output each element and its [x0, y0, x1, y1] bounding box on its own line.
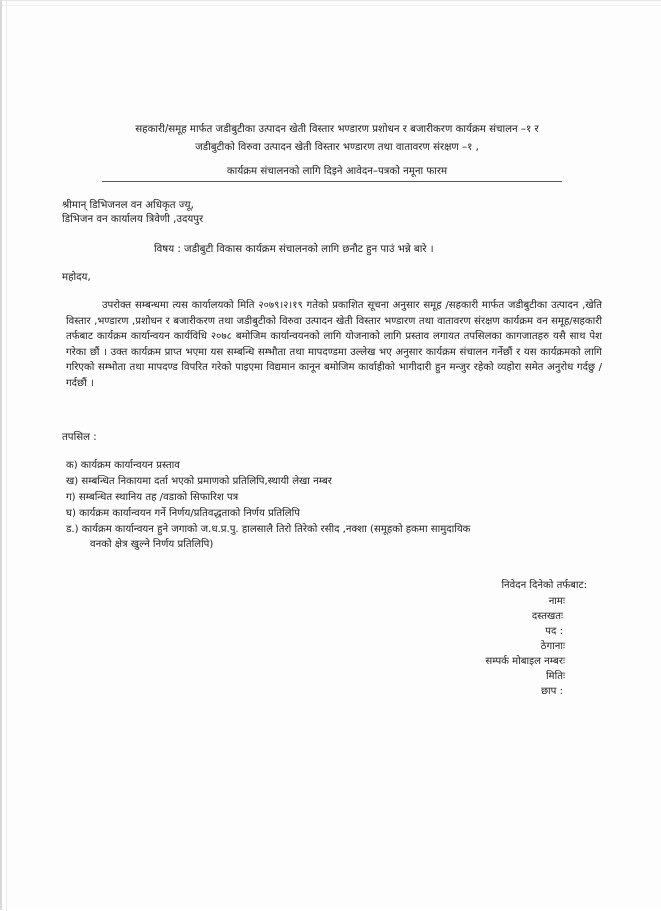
- signature-field-designation: पद :: [545, 626, 563, 637]
- scan-edge: [6, 1, 7, 911]
- enclosure-item: ख) सम्बन्धित निकायमा दर्ता भएको प्रमाणको प्रतिलिपि,स्थायी लेखा नम्बर: [66, 476, 332, 487]
- body-text: उपरोक्त सम्बन्धमा त्यस कार्यालयको मिति २०७९।२।१९ गतेको प्रकाशित सूचना अनुसार समूह /सहकारी मार्फत जडीबुटीका उत्पादन ,खेति विस्तार ,भण्डारण ,प्रशोधन र बजारीकरण तथा जडीबुटीको विरुवा उत्पादन खेती विस्तार भण्डारण तथा वातावरण संरक्षण कार्यक्रम वन समूह/सहकारी तर्फबाट कार्यक्रम कार्यान्वयन कार्यविधि २०७८ बमोजिम कार्यान्वयनको लागि योजनाको लागि प्रस्ताव लगायत तपसिलका कागजातहरु यसै साथ पेश गरेका छौं । उक्त कार्यक्रम प्राप्त भएमा यस सम्बन्धि सम्भौता तथा मापदण्डमा उल्लेख भए अनुसार कार्यक्रम संचालन गर्नेछौं र यस कार्यक्रमको लागि गरिएको सम्भोता तथा मापदण्ड विपरित गरेको पाइएमा विद्यमान कानून बमोजिम कार्वाहीको भागीदारी हुन मन्जुर रहेको व्यहोरा समेत अनुरोध गर्दछु /गर्दछौं ।: [66, 300, 602, 389]
- title-underline: [102, 181, 562, 182]
- signature-field-mobile: सम्पर्क मोबाइल नम्बरः: [485, 656, 565, 667]
- enclosure-item: घ) कार्यक्रम कार्यान्वयन गर्ने निर्णय/प्रतिवद्धताको निर्णय प्रतिलिपि: [66, 508, 300, 519]
- signature-title: निवेदन दिनेको तर्फबाट:: [501, 580, 587, 591]
- addressee-line-2: डिभिजन वन कार्यालय त्रिवेणी ,उदयपुर: [62, 214, 204, 225]
- signature-field-name: नामः: [548, 596, 565, 607]
- signature-field-address: ठेगानाः: [540, 641, 565, 652]
- heading-line-1: सहकारी/समूह मार्फत जडीबुटीका उत्पादन खेती विस्तार भण्डारण प्रशोधन र बजारीकरण कार्यक्रम संचालन –१ र: [135, 124, 539, 135]
- heading-line-2: जडीबुटीको विरुवा उत्पादन खेती विस्तार भण्डारण तथा वातावरण संरक्षण –१ ,: [195, 142, 479, 153]
- signature-field-stamp: छाप :: [540, 686, 563, 697]
- enclosure-item-line: ड.) कार्यक्रम कार्यान्वयन हुने जगाको ज.ध.प्र.पु. हालसालै तिरो तिरेको रसीद ,नक्शा (समूहको हकमा सामुदायिक: [66, 524, 471, 535]
- enclosure-item: [66, 522, 596, 552]
- body-paragraph: [66, 298, 602, 392]
- enclosure-item: ग) सम्बन्धित स्थानिय तह /वडाको सिफारिश पत्र: [66, 492, 239, 503]
- form-title: कार्यक्रम संचालनको लागि दिइने आवेदन–पत्रको नमूना फारम: [226, 166, 448, 177]
- enclosure-item: क) कार्यक्रम कार्यान्वयन प्रस्ताव: [66, 460, 180, 471]
- signature-field-signature: दस्तखतः: [531, 611, 563, 622]
- signature-field-date: मितिः: [545, 671, 565, 682]
- salutation: महोदय,: [62, 272, 91, 283]
- subject-line: विषय : जडीबुटी विकास कार्यक्रम संचालनको लागि छनौट हुन पाउं भन्ने बारे ।: [154, 244, 434, 255]
- enclosure-title: तपसिल :: [62, 432, 97, 443]
- scan-edge: [2, 5, 661, 6]
- addressee-line-1: श्रीमान् डिभिजनल वन अधिकृत ज्यू,: [62, 200, 194, 211]
- document-heading: [62, 121, 612, 157]
- enclosure-item-line: वनको क्षेत्र खुल्ने निर्णय प्रतिलिपि): [90, 539, 214, 550]
